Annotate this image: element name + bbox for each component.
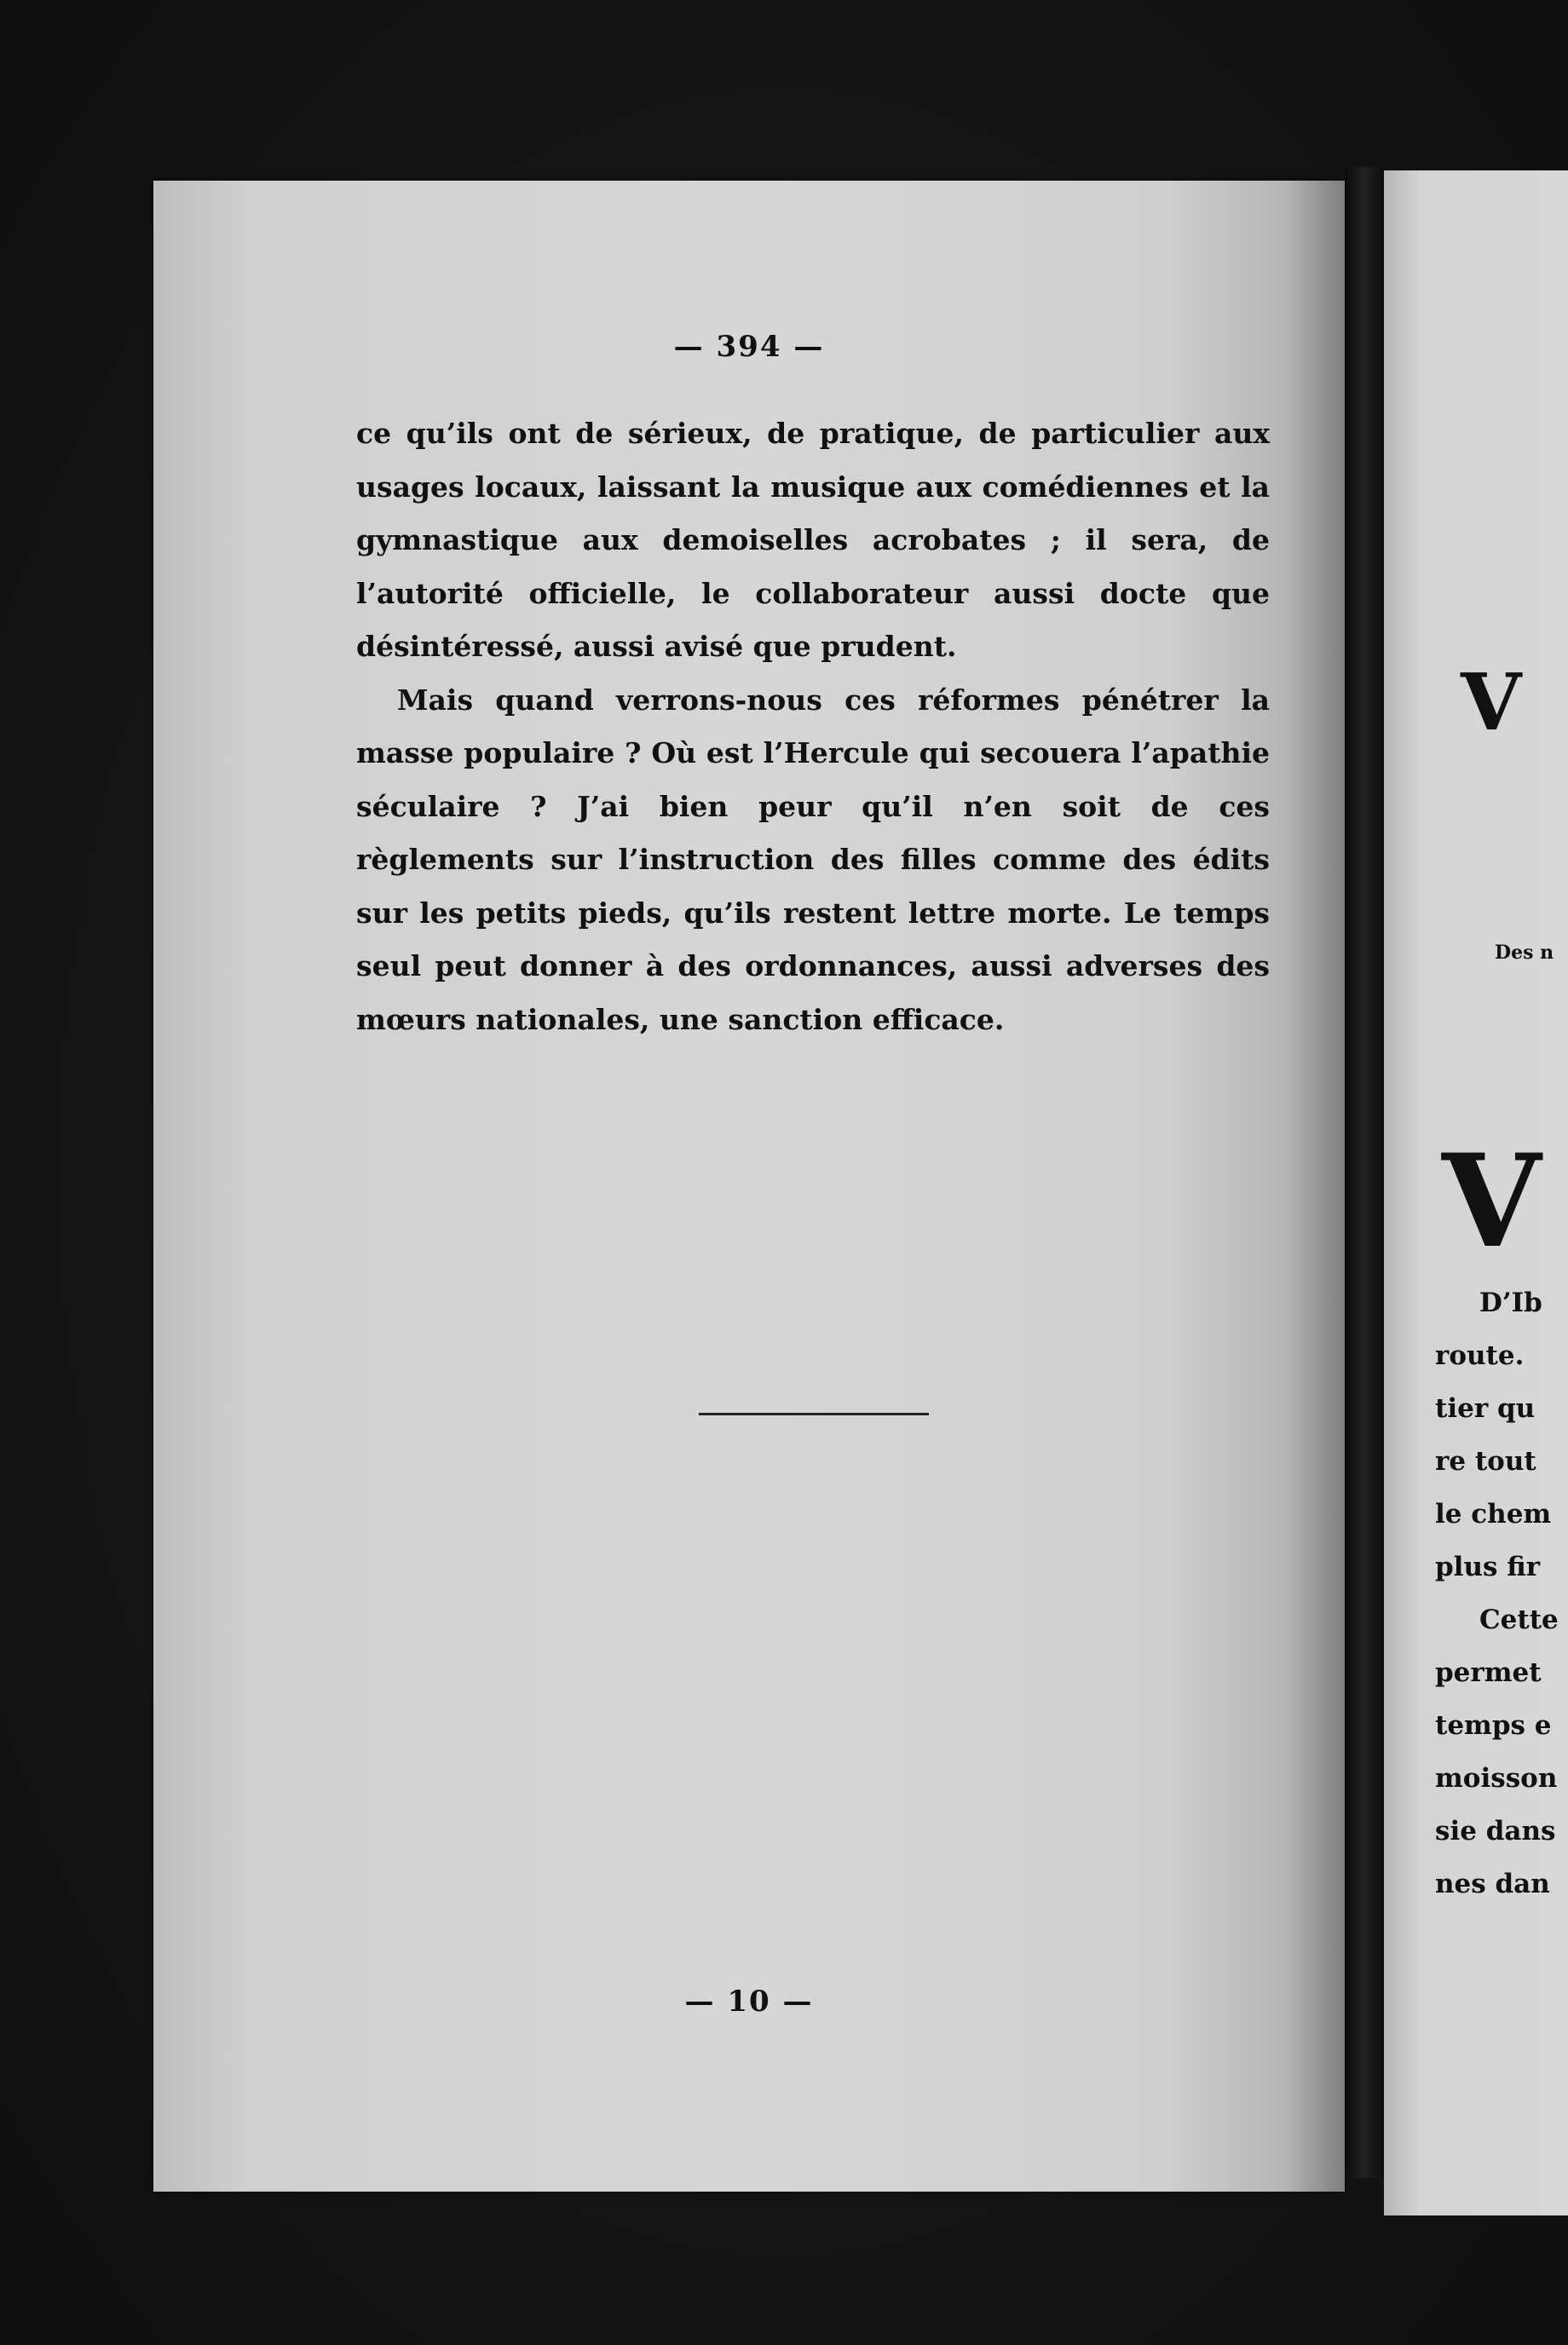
gutter-shadow: [1285, 181, 1345, 2192]
text-line: le chem: [1435, 1499, 1552, 1530]
paragraph: Mais quand verrons-nous ces réformes pénétrer la masse populaire ? Où est l’Hercule qui secouera l’apathie séculaire ? J’ai bien peur qu’il n’en soit de ces règlements sur l’instruction des filles comme des édits sur les petits pieds, qu’ils restent lettre morte. Le temps seul peut donner à des ordonnances, aussi adverses des mœurs nationales, une sanction efficace.: [356, 683, 1270, 1036]
right-page-dropcap: V: [1442, 1126, 1542, 1276]
page-number-header: — 394 —: [673, 330, 825, 364]
page-number-footer: — 10 —: [684, 1985, 814, 2019]
paragraph-continued: ce qu’ils ont de sérieux, de pratique, de particulier aux usages locaux, laissant la musique aux comédiennes et la gymnastique aux demoiselles acrobates ; il sera, de l’autorité officielle, le collaborateur aussi docte que désintéressé, aussi avisé que prudent.: [356, 417, 1270, 663]
text-line: D’Ib: [1479, 1288, 1542, 1318]
text-line: Cette: [1479, 1605, 1559, 1635]
text-line: moisson: [1435, 1763, 1558, 1794]
page-body-text: [356, 407, 1270, 1046]
right-page-text-lines: [1435, 1276, 1568, 1910]
book-spine-gutter: [1345, 167, 1384, 2178]
text-line: tier qu: [1435, 1393, 1536, 1424]
right-page-heading-fragment: Des n: [1495, 942, 1554, 964]
text-line: permet: [1435, 1657, 1542, 1688]
section-end-rule: [699, 1413, 929, 1415]
text-line: nes dan: [1435, 1869, 1550, 1899]
text-line: route.: [1435, 1340, 1525, 1371]
text-line: plus fir: [1435, 1552, 1541, 1582]
text-line: temps e: [1435, 1710, 1552, 1741]
text-line: sie dans: [1435, 1816, 1556, 1847]
text-line: re tout: [1435, 1446, 1536, 1477]
right-page-partial: [1384, 170, 1568, 2215]
left-page: [153, 181, 1345, 2192]
right-page-title-letter: V: [1461, 656, 1522, 748]
